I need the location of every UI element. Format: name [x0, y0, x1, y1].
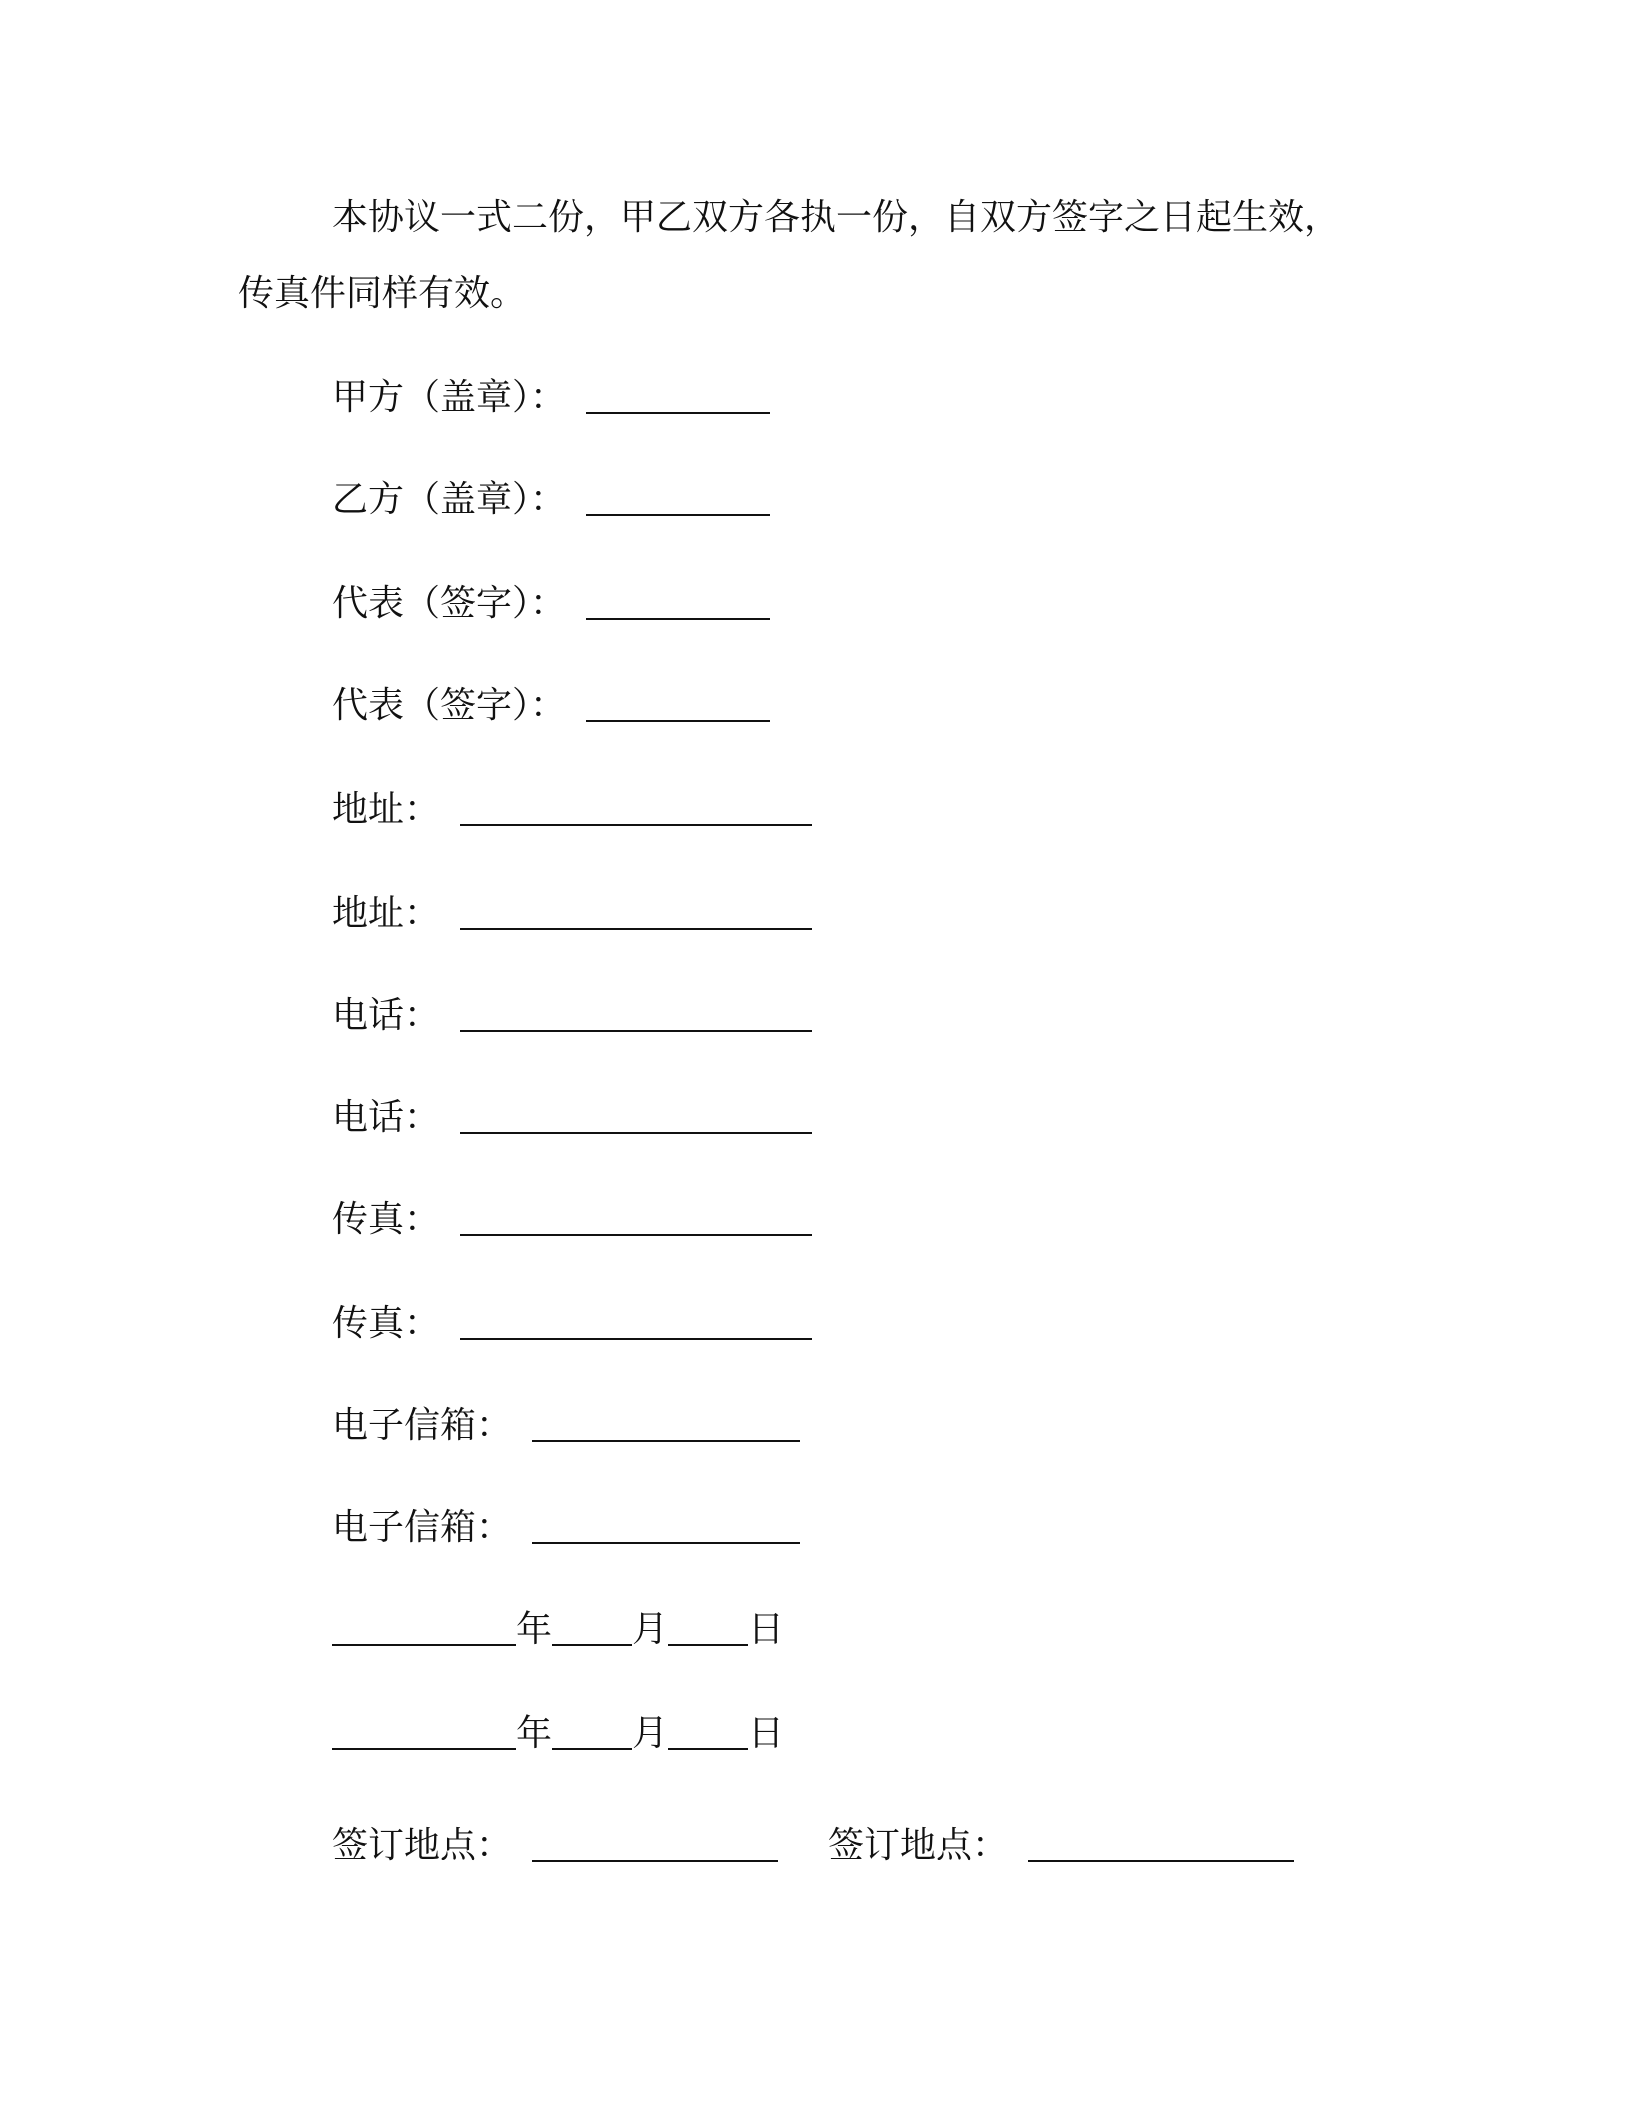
party-b-seal-blank[interactable] [586, 480, 770, 516]
email-a-blank[interactable] [532, 1406, 800, 1442]
phone-b-label: 电话： [332, 1097, 441, 1138]
email-b-blank[interactable] [532, 1508, 800, 1544]
representative-b-signature-blank[interactable] [586, 686, 770, 722]
date-a-day-blank[interactable] [668, 1610, 748, 1646]
signing-place-b-label: 签订地点： [828, 1825, 1009, 1866]
email-a-label: 电子信箱： [332, 1405, 513, 1446]
signing-place-b-blank[interactable] [1028, 1826, 1294, 1862]
date-b-day-label: 日 [748, 1713, 785, 1754]
party-b-seal-field [332, 474, 770, 522]
address-b-label: 地址： [332, 893, 441, 934]
date-b-year-blank[interactable] [332, 1714, 516, 1750]
agreement-paragraph-line-2: 传真件同样有效。 [238, 273, 527, 314]
date-a-day-label: 日 [748, 1609, 785, 1650]
representative-a-signature-label: 代表（签字）： [332, 583, 567, 624]
date-a-month-blank[interactable] [552, 1610, 632, 1646]
email-a-field [332, 1400, 800, 1448]
phone-a-field [332, 990, 812, 1038]
address-b-blank[interactable] [460, 894, 812, 930]
representative-b-signature-field [332, 680, 770, 728]
date-a-year-blank[interactable] [332, 1610, 516, 1646]
signing-place-b-field [828, 1820, 1294, 1868]
fax-b-field [332, 1298, 812, 1346]
date-b-day-blank[interactable] [668, 1714, 748, 1750]
address-a-field [332, 784, 812, 832]
representative-a-signature-blank[interactable] [586, 584, 770, 620]
phone-a-label: 电话： [332, 995, 441, 1036]
date-b-month-label: 月 [632, 1713, 669, 1754]
email-b-field [332, 1502, 800, 1550]
fax-b-blank[interactable] [460, 1304, 812, 1340]
address-a-label: 地址： [332, 789, 441, 830]
address-a-blank[interactable] [460, 790, 812, 826]
fax-a-field [332, 1194, 812, 1242]
email-b-label: 电子信箱： [332, 1507, 513, 1548]
date-b-year-label: 年 [516, 1713, 553, 1754]
signing-place-a-field [332, 1820, 778, 1868]
phone-b-field [332, 1092, 812, 1140]
phone-b-blank[interactable] [460, 1098, 812, 1134]
date-b-month-blank[interactable] [552, 1714, 632, 1750]
party-a-seal-field [332, 372, 770, 420]
party-a-seal-blank[interactable] [586, 378, 770, 414]
fax-a-blank[interactable] [460, 1200, 812, 1236]
phone-a-blank[interactable] [460, 996, 812, 1032]
representative-a-signature-field [332, 578, 770, 626]
fax-a-label: 传真： [332, 1199, 441, 1240]
agreement-paragraph-line-1: 本协议一式二份，甲乙双方各执一份，自双方签字之日起生效， [332, 197, 1341, 238]
party-b-seal-label: 乙方（盖章）： [332, 479, 567, 520]
representative-b-signature-label: 代表（签字）： [332, 685, 567, 726]
fax-b-label: 传真： [332, 1303, 441, 1344]
signing-place-a-blank[interactable] [532, 1826, 778, 1862]
date-a-year-label: 年 [516, 1609, 553, 1650]
party-a-seal-label: 甲方（盖章）： [332, 377, 567, 418]
address-b-field [332, 888, 812, 936]
date-a-field [332, 1604, 784, 1652]
date-b-field [332, 1708, 784, 1756]
signing-place-a-label: 签订地点： [332, 1825, 513, 1866]
date-a-month-label: 月 [632, 1609, 669, 1650]
